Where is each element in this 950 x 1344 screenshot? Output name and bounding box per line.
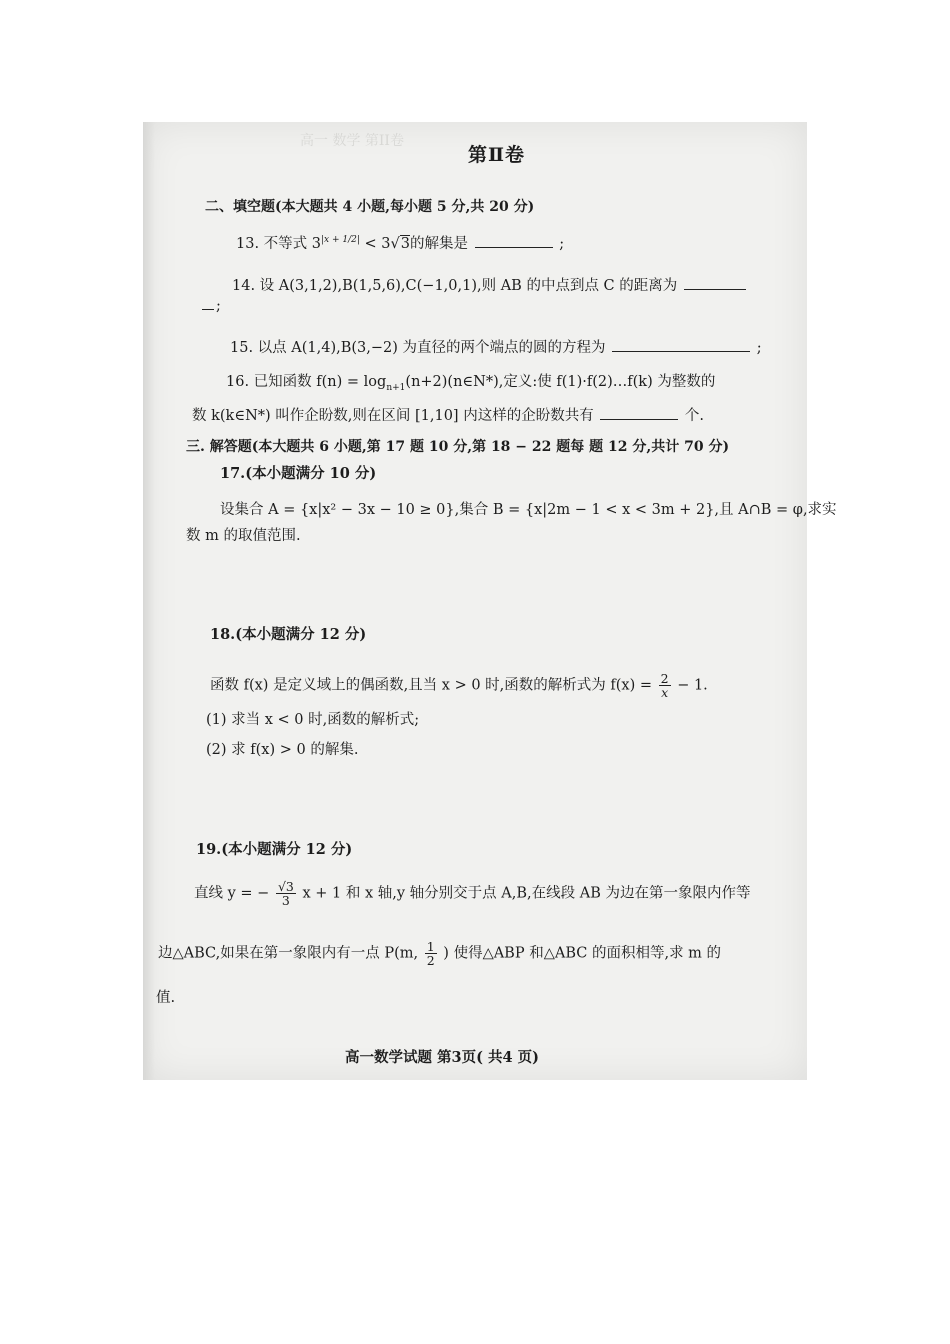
question-18-header: 18.(本小题满分 12 分) (210, 626, 367, 643)
fraction-2-over-x: $\frac{2}{x}$ (660, 671, 669, 700)
scan-shadow (143, 122, 155, 1080)
faded-header: 高一 数学 第II卷 (300, 133, 404, 149)
question-14: 14. 设 A(3,1,2),B(1,5,6),C(−1,0,1),则 AB 的中点到点 C 的距离为 (232, 274, 748, 295)
answer-blank-13[interactable] (475, 246, 553, 248)
question-17-line2: 数 m 的取值范围. (186, 528, 301, 544)
answer-blank-16[interactable] (600, 418, 678, 420)
answer-section-heading: 三. 解答题(本大题共 6 小题,第 17 题 10 分,第 18 − 22 题每 题 12 分,共计 70 分) (186, 439, 730, 455)
question-17-line1: 设集合 A = {x|x² − 3x − 10 ≥ 0},集合 B = {x|2m − 1 < x < 3m + 2},且 A∩B = φ,求实 (220, 502, 837, 518)
question-14-cont: ; (200, 298, 221, 314)
question-19-line1: 直线 y = − $\frac{√3}{3}$ x + 1 和 x 轴,y 轴分别交于点 A,B,在线段 AB 为边在第一象限内作等 (194, 879, 751, 908)
question-13: 13. 不等式 $3^{|x + 1/2|} < 3√3$的解集是 ; (236, 235, 565, 252)
section-title: 第Ⅱ卷 (468, 144, 526, 166)
answer-blank-15[interactable] (612, 350, 750, 352)
question-19-line2: 边△ABC,如果在第一象限内有一点 P(m, $\frac{1}{2}$ ) 使得△ABP 和△ABC 的面积相等,求 m 的 (158, 939, 722, 968)
scanned-page (143, 122, 807, 1080)
question-16-line2: 数 k(k∈N*) 叫作企盼数,则在区间 [1,10] 内这样的企盼数共有 个. (192, 408, 705, 424)
page-footer: 高一数学试题 第3页( 共4 页) (345, 1049, 540, 1066)
question-17-header: 17.(本小题满分 10 分) (220, 465, 377, 482)
answer-blank-14b[interactable] (202, 308, 214, 310)
question-15: 15. 以点 A(1,4),B(3,−2) 为直径的两个端点的圆的方程为 ; (230, 340, 762, 356)
answer-blank-14a[interactable] (684, 288, 746, 290)
question-16-line1: 16. 已知函数 $f(n) = \log_{n+1}(n+2)(n\in N*)$,定义:使 f(1)·f(2)…f(k) 为整数的 (226, 374, 716, 393)
question-18-part1: (1) 求当 x < 0 时,函数的解析式; (206, 712, 420, 728)
question-18-line1: 函数 f(x) 是定义域上的偶函数,且当 x > 0 时,函数的解析式为 f(x) = $\frac{2}{x}$ − 1. (210, 671, 708, 700)
question-18-part2: (2) 求 f(x) > 0 的解集. (206, 742, 359, 758)
fill-blank-heading: 二、填空题(本大题共 4 小题,每小题 5 分,共 20 分) (205, 199, 535, 215)
fraction-1-over-2: $\frac{1}{2}$ (426, 939, 435, 968)
fraction-sqrt3-over-3: $\frac{√3}{3}$ (277, 879, 294, 908)
question-19-header: 19.(本小题满分 12 分) (196, 841, 353, 858)
question-19-line3: 值. (156, 990, 176, 1006)
